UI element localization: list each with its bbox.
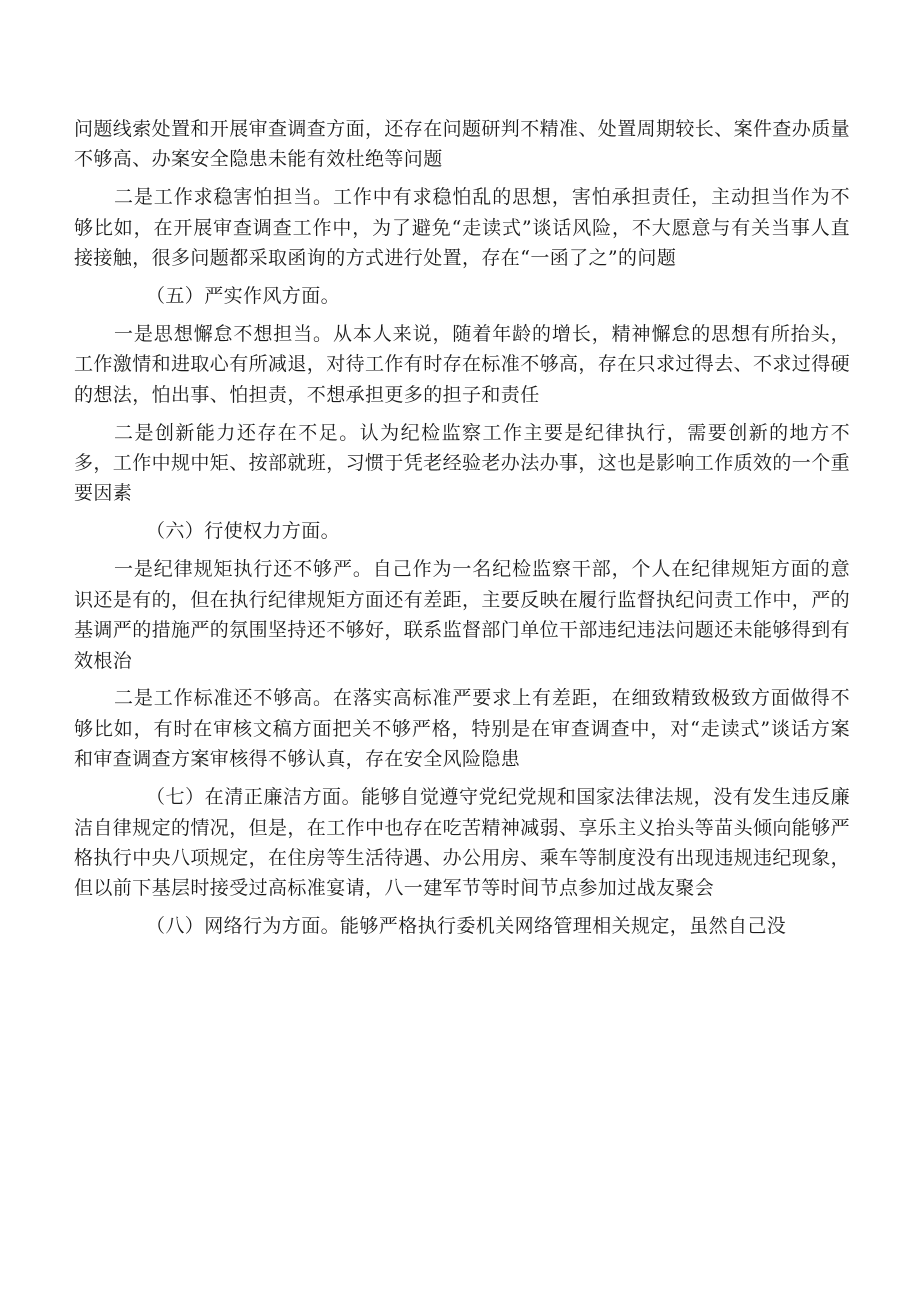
section-heading-8: （八）网络行为方面。能够严格执行委机关网络管理相关规定，虽然自己没 — [146, 915, 787, 938]
paragraph-6: 二是工作标准还不够高。在落实高标准严要求上有差距，在细致精致极致方面做得不够比如，有时在审核文稿方面把关不够严格，特别是在审查调查中，对“走读式”谈话方案和审查调查方案审核得不够认真，存在安全风险隐患 — [74, 687, 850, 771]
paragraph-2: 二是工作求稳害怕担当。工作中有求稳怕乱的思想，害怕承担责任，主动担当作为不够比如，在开展审查调查工作中，为了避免“走读式”谈话风险，不大愿意与有关当事人直接接触，很多问题都采取函询的方式进行处置，存在“一函了之”的问题 — [74, 186, 850, 270]
paragraph-3: 一是思想懈怠不想担当。从本人来说，随着年龄的增长，精神懈怠的思想有所抬头，工作激情和进取心有所减退，对待工作有时存在标准不够高，存在只求过得去、不求过得硬的想法，怕出事、怕担责，不想承担更多的担子和责任 — [74, 322, 851, 406]
section-heading-5: （五）严实作风方面。 — [146, 285, 341, 308]
section-heading-7: （七）在清正廉洁方面。能够自觉遵守党纪党规和国家法律法规，没有发生违反廉洁自律规定的情况，但是，在工作中也存在吃苦精神减弱、享乐主义抬头等苗头倾向能够严格执行中央八项规定，在住房等生活待遇、办公用房、乘车等制度没有出现违规违纪现象，但以前下基层时接受过高标准宴请，八一建军节等时间节点参加过战友聚会 — [74, 786, 851, 900]
document-body — [74, 114, 850, 949]
section-heading-6: （六）行使权力方面。 — [146, 520, 341, 543]
paragraph-5: 一是纪律规矩执行还不够严。自己作为一名纪检监察干部，个人在纪律规矩方面的意识还是有的，但在执行纪律规矩方面还有差距，主要反映在履行监督执纪问责工作中，严的基调严的措施严的氛围坚持还不够好，联系监督部门单位干部违纪违法问题还未能够得到有效根治 — [74, 558, 851, 672]
paragraph-1: 问题线索处置和开展审查调查方面，还存在问题研判不精准、处置周期较长、案件查办质量不够高、办案安全隐患未能有效杜绝等问题 — [74, 118, 851, 171]
paragraph-4: 二是创新能力还存在不足。认为纪检监察工作主要是纪律执行，需要创新的地方不多，工作中规中矩、按部就班，习惯于凭老经验老办法办事，这也是影响工作质效的一个重要因素 — [74, 421, 851, 505]
